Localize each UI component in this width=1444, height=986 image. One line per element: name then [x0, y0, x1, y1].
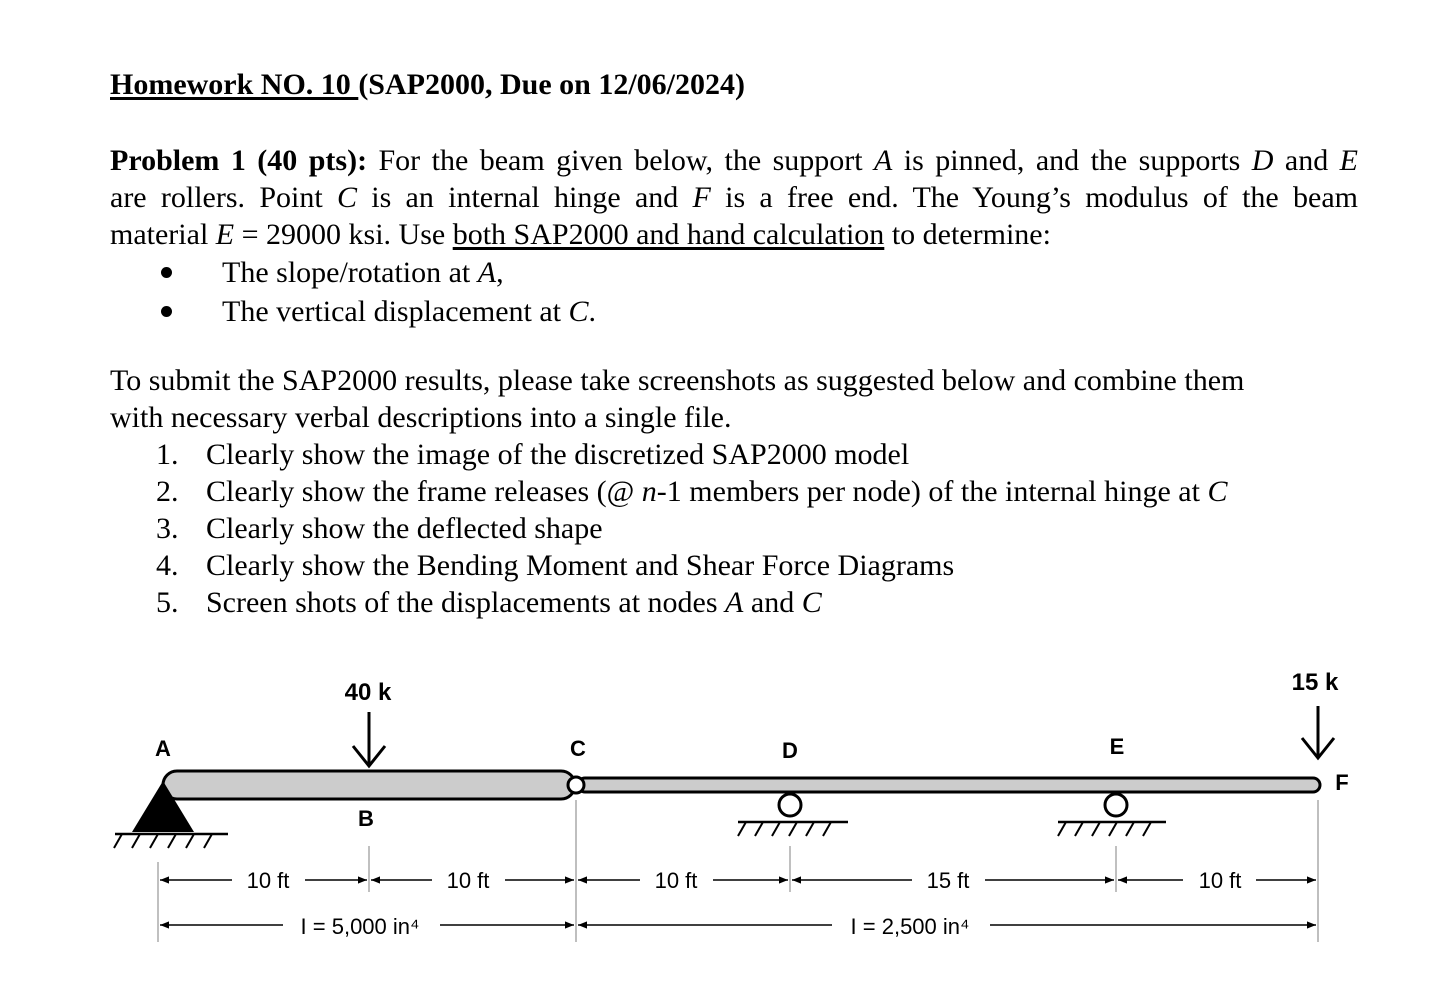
point-label: D — [782, 738, 798, 763]
inertia-label: I = 2,500 in⁴ — [850, 914, 970, 939]
step-var: n — [641, 475, 657, 508]
point-label: A — [155, 736, 171, 761]
roller-support-e-icon — [1058, 794, 1166, 836]
step-number: 5. — [156, 586, 179, 619]
step-text: Clearly show the frame releases (@ — [206, 475, 642, 508]
inertia-label: I = 5,000 in⁴ — [300, 914, 420, 939]
step-text: Clearly show the deflected shape — [206, 512, 603, 545]
point-label: E — [1109, 734, 1125, 759]
step-var: A — [725, 586, 744, 619]
step-number: 3. — [156, 512, 179, 545]
load-arrow-icon — [353, 712, 385, 766]
step-text: -1 members per node) of the internal hinge at — [656, 475, 1208, 508]
step-var: C — [1207, 475, 1228, 508]
problem-lead: Problem 1 (40 pts): — [110, 144, 368, 177]
problem-text: to determine: — [884, 218, 1051, 251]
load-arrow-icon — [1302, 706, 1334, 758]
load-label: 15 k — [1291, 669, 1339, 696]
title-underlined: Homework NO. 10 — [110, 68, 359, 101]
var-a: A — [874, 144, 893, 177]
problem-text: is pinned, and the supports — [892, 144, 1252, 177]
problem-text: and — [1273, 144, 1340, 177]
problem-text: is a free end. The Young’s modulus of the beam — [710, 181, 1358, 214]
step-number: 4. — [156, 549, 179, 582]
var-f: F — [692, 181, 711, 214]
problem-text: material — [110, 218, 216, 251]
var-e: E — [1339, 144, 1358, 177]
var-e-modulus: E — [215, 218, 235, 251]
problem-text: are rollers. Point — [110, 181, 337, 214]
bullet-var: C — [568, 295, 589, 328]
problem-text: For the beam given below, the support — [367, 144, 875, 177]
submit-line-1: To submit the SAP2000 results, please take screenshots as suggested below and combine them — [110, 364, 1245, 397]
step-var: C — [801, 586, 822, 619]
span-label: 10 ft — [654, 868, 698, 893]
point-label: F — [1335, 770, 1349, 795]
point-label: B — [358, 806, 374, 831]
problem-underlined: both SAP2000 and hand calculation — [452, 218, 885, 251]
step-number: 2. — [156, 475, 179, 508]
beam-segment-cf — [578, 778, 1320, 792]
load-label: 40 k — [344, 679, 392, 706]
span-label: 10 ft — [446, 868, 490, 893]
beam-segment-ac — [163, 771, 575, 799]
roller-support-d-icon — [738, 794, 848, 836]
step-text: Screen shots of the displacements at nodes — [206, 586, 726, 619]
span-label: 10 ft — [246, 868, 290, 893]
step-text: and — [743, 586, 802, 619]
step-number: 1. — [156, 438, 179, 471]
span-label: 10 ft — [1198, 868, 1242, 893]
bullet-text: The slope/rotation at — [222, 256, 478, 289]
hinge-c-icon — [568, 777, 584, 793]
problem-text: is an internal hinge and — [356, 181, 693, 214]
step-text: Clearly show the image of the discretized SAP2000 model — [206, 438, 910, 471]
submit-line-2: with necessary verbal descriptions into a single file. — [110, 401, 732, 434]
bullet-text: The vertical displacement at — [222, 295, 569, 328]
bullet-var: A — [477, 256, 497, 289]
var-d: D — [1251, 144, 1274, 177]
span-label: 15 ft — [926, 868, 970, 893]
var-c: C — [336, 181, 357, 214]
bullet-text: , — [496, 256, 504, 289]
step-text: Clearly show the Bending Moment and Shear Force Diagrams — [206, 549, 955, 582]
problem-text: = 29000 ksi. Use — [234, 218, 453, 251]
title-rest: (SAP2000, Due on 12/06/2024) — [358, 68, 745, 101]
bullet-text: . — [588, 295, 597, 328]
point-label: C — [570, 736, 586, 761]
